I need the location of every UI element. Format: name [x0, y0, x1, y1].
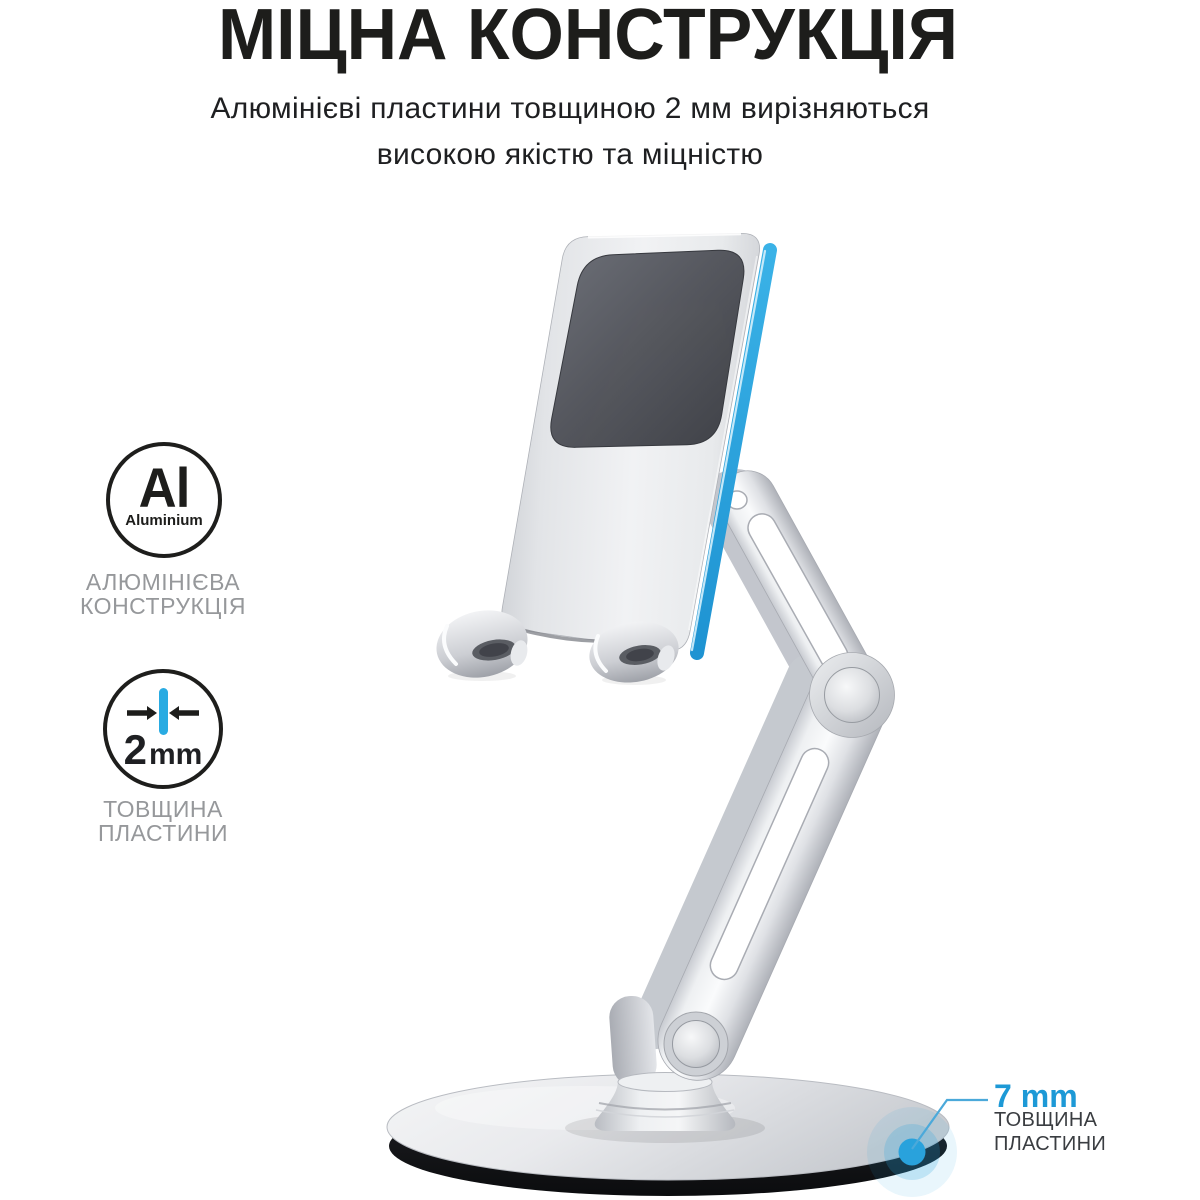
- thickness-badge-value: [107, 726, 219, 777]
- thickness-value: 2: [123, 726, 147, 773]
- aluminium-symbol: Al: [138, 456, 190, 519]
- stand-hinge: [810, 653, 895, 738]
- phone-plate: [502, 233, 760, 650]
- aluminium-caption-line-2: КОНСТРУКЦІЯ: [80, 593, 246, 619]
- callout-caption: [994, 1108, 1106, 1156]
- callout-unit: mm: [1020, 1078, 1078, 1114]
- aluminium-badge: [106, 442, 222, 558]
- base-joint-disc: [673, 1021, 720, 1068]
- aluminium-label: Aluminium: [125, 512, 203, 529]
- hinge-disc: [825, 668, 880, 723]
- callout-caption-line-2: ПЛАСТИНИ: [994, 1133, 1106, 1155]
- thickness-badge: [103, 669, 223, 789]
- page-subtitle: [0, 86, 1140, 178]
- phone-pad: [551, 250, 744, 447]
- thickness-caption: [43, 797, 283, 845]
- blue-dot-icon: [899, 1139, 926, 1166]
- page-title: МІЦНА КОНСТРУКЦІЯ: [218, 0, 958, 75]
- thickness-unit: mm: [149, 738, 203, 771]
- subtitle-line-1: Алюмінієві пластини товщиною 2 мм вирізняються: [210, 92, 930, 125]
- callout-caption-line-1: ТОВЩИНА: [994, 1109, 1098, 1131]
- aluminium-caption-line-1: АЛЮМІНІЄВА: [85, 569, 241, 595]
- subtitle-line-2: високою якістю та міцністю: [376, 138, 764, 171]
- thickness-caption-line-2: ПЛАСТИНИ: [97, 820, 229, 846]
- callout-number: 7: [994, 1078, 1012, 1114]
- aluminium-caption: [43, 570, 283, 618]
- thickness-caption-line-1: ТОВЩИНА: [103, 796, 223, 822]
